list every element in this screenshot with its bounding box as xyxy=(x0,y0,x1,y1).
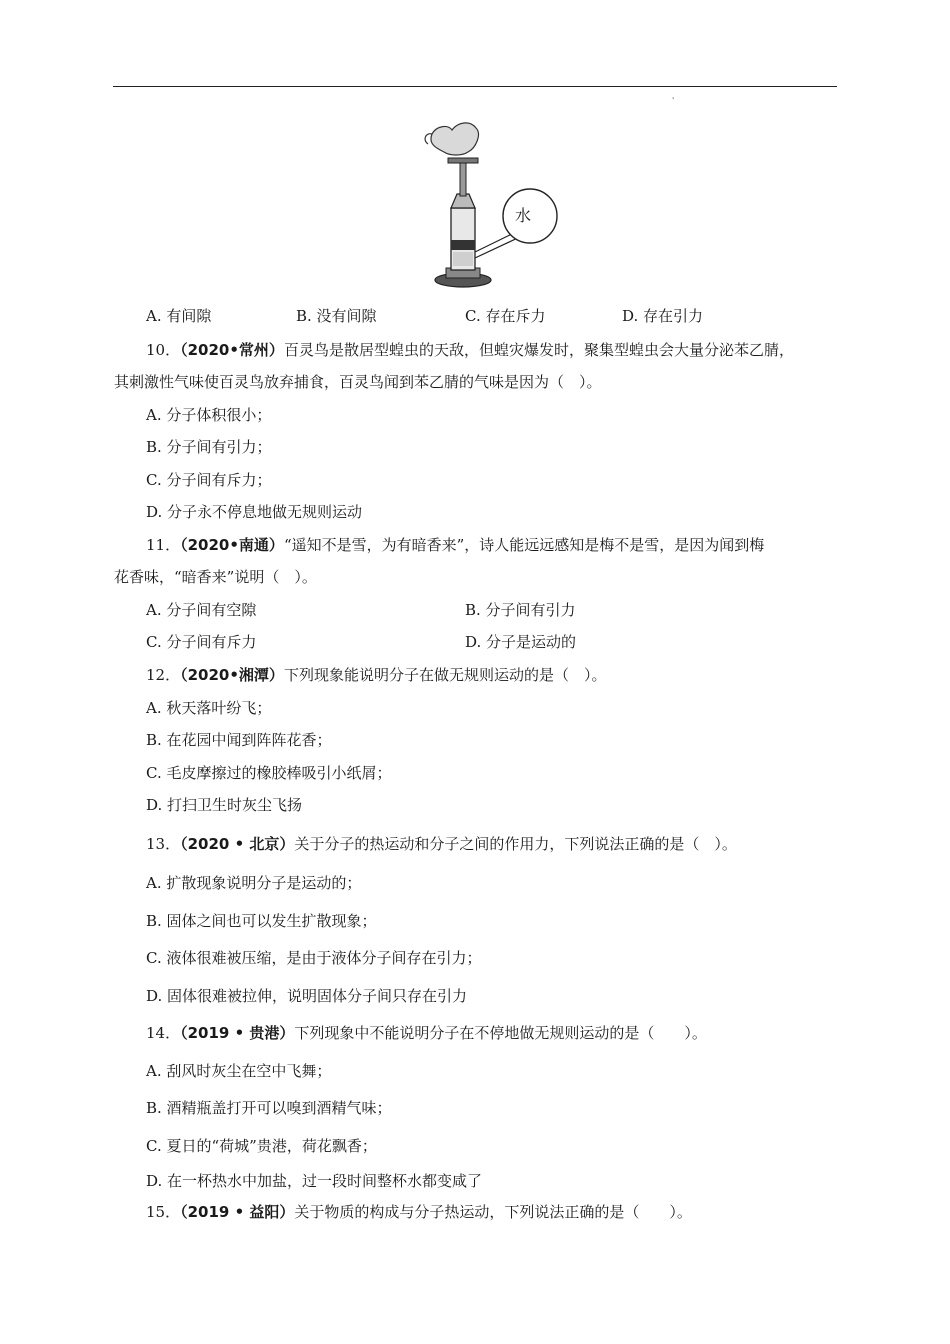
q13-stem xyxy=(146,834,737,854)
q15-source: （2019 • 益阳） xyxy=(180,1203,295,1221)
syringe-figure xyxy=(418,112,568,292)
q9-option-b: B. 没有间隙 xyxy=(296,307,377,325)
q11-number: 11． xyxy=(146,536,181,554)
q14-text: 下列现象中不能说明分子在不停地做无规则运动的是（ ）。 xyxy=(294,1024,707,1042)
q11-option-a: A. 分子间有空隙 xyxy=(146,601,257,619)
q15-number: 15． xyxy=(146,1203,181,1221)
q12-option-a: A. 秋天落叶纷飞； xyxy=(146,699,272,717)
callout-label-water: 水 xyxy=(515,206,532,225)
q12-number: 12． xyxy=(146,666,181,684)
q12-stem xyxy=(146,665,606,685)
q10-stem xyxy=(146,340,794,360)
page-mark: ' xyxy=(672,96,675,105)
q12-option-d: D. 打扫卫生时灰尘飞扬 xyxy=(146,796,303,814)
q10-text: 百灵鸟是散居型蝗虫的天敌，但蝗灾爆发时，聚集型蝗虫会大量分泌苯乙腈， xyxy=(283,341,794,359)
q10-option-b: B. 分子间有引力； xyxy=(146,438,272,456)
q13-option-d: D. 固体很难被拉伸，说明固体分子间只存在引力 xyxy=(146,987,468,1005)
q13-source: （2020 • 北京） xyxy=(180,835,295,853)
q9-option-d: D. 存在引力 xyxy=(622,307,704,325)
q10-stem-cont: 其刺激性气味使百灵鸟放弃捕食，百灵鸟闻到苯乙腈的气味是因为（ ）。 xyxy=(114,373,602,391)
q10-source: （2020•常州） xyxy=(180,341,284,359)
q11-stem xyxy=(146,535,764,555)
q13-number: 13． xyxy=(146,835,181,853)
q11-option-b: B. 分子间有引力 xyxy=(465,601,576,619)
q12-source: （2020•湘潭） xyxy=(180,666,284,684)
q11-source: （2020•南通） xyxy=(180,536,284,554)
q10-option-d: D. 分子永不停息地做无规则运动 xyxy=(146,503,363,521)
q9-option-a: A. 有间隙 xyxy=(146,307,212,325)
q10-number: 10． xyxy=(146,341,181,359)
q15-text: 关于物质的构成与分子热运动，下列说法正确的是（ ）。 xyxy=(294,1203,692,1221)
q11-option-c: C. 分子间有斥力 xyxy=(146,633,257,651)
q11-text: “遥知不是雪，为有暗香来”，诗人能远远感知是梅不是雪，是因为闻到梅 xyxy=(283,536,765,554)
q14-option-d: D. 在一杯热水中加盐，过一段时间整杯水都变咸了 xyxy=(146,1172,483,1190)
q9-option-c: C. 存在斥力 xyxy=(465,307,546,325)
q13-option-a: A. 扩散现象说明分子是运动的； xyxy=(146,874,362,892)
q15-stem xyxy=(146,1202,692,1222)
q14-option-a: A. 刮风时灰尘在空中飞舞； xyxy=(146,1062,332,1080)
q13-option-c: C. 液体很难被压缩，是由于液体分子间存在引力； xyxy=(146,949,482,967)
q10-option-a: A. 分子体积很小； xyxy=(146,406,272,424)
q13-text: 关于分子的热运动和分子之间的作用力，下列说法正确的是（ ）。 xyxy=(294,835,737,853)
q14-stem xyxy=(146,1023,707,1043)
q13-option-b: B. 固体之间也可以发生扩散现象； xyxy=(146,912,377,930)
q10-option-c: C. 分子间有斥力； xyxy=(146,471,272,489)
q11-stem-cont: 花香味，“暗香来”说明（ ）。 xyxy=(114,568,317,586)
q14-source: （2019 • 贵港） xyxy=(180,1024,295,1042)
q11-option-d: D. 分子是运动的 xyxy=(465,633,577,651)
q14-option-c: C. 夏日的“荷城”贵港，荷花飘香； xyxy=(146,1137,377,1155)
header-rule xyxy=(113,86,837,87)
q12-text: 下列现象能说明分子在做无规则运动的是（ ）。 xyxy=(283,666,607,684)
q12-option-b: B. 在花园中闻到阵阵花香； xyxy=(146,731,332,749)
q14-option-b: B. 酒精瓶盖打开可以嗅到酒精气味； xyxy=(146,1099,392,1117)
q12-option-c: C. 毛皮摩擦过的橡胶棒吸引小纸屑； xyxy=(146,764,392,782)
q14-number: 14． xyxy=(146,1024,181,1042)
